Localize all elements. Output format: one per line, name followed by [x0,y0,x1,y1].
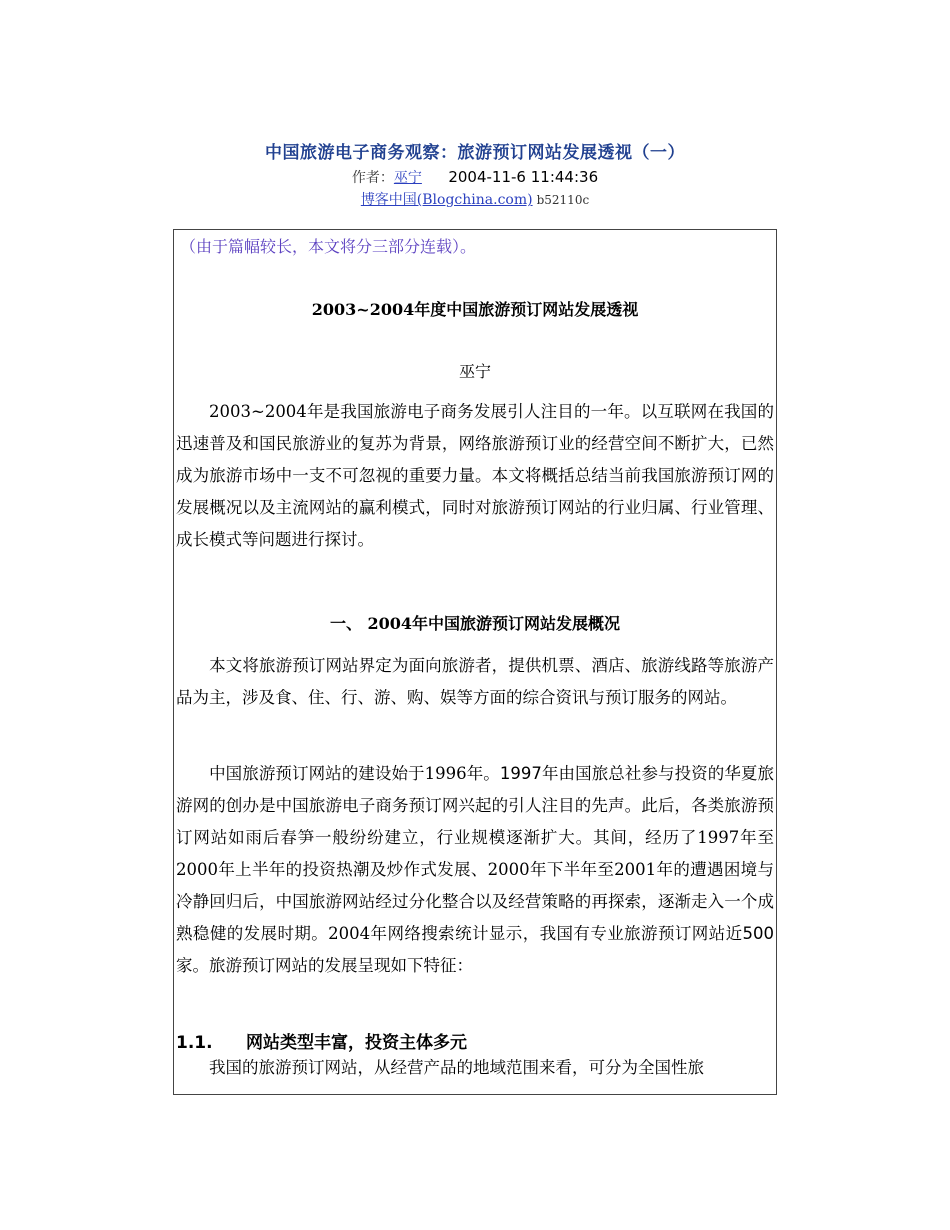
section-heading: 一、 2004年中国旅游预订网站发展概况 [329,614,621,633]
byline [0,167,950,187]
subsection-number: 1.1. [176,1033,213,1053]
publish-date: 2004-11-6 11:44:36 [448,168,599,186]
paragraph-definition-text: 本文将旅游预订网站界定为面向旅游者，提供机票、酒店、旅游线路等旅游产品为主，涉及食、住、行、游、购、娱等方面的综合资讯与预订服务的网站。 [176,656,774,707]
author-link[interactable]: 巫宁 [393,170,422,186]
serial-note: （由于篇幅较长，本文将分三部分连载）。 [180,237,477,256]
source-link[interactable]: 博客中国(Blogchina.com) [360,192,533,208]
source-line [0,189,950,209]
paragraph-intro-text: 2003~2004年是我国旅游电子商务发展引人注目的一年。以互联网在我国的迅速普及和国民旅游业的复苏为背景，网络旅游预订业的经营空间不断扩大，已然成为旅游市场中一支不可忽视的重要力量。本文将概括总结当前我国旅游预订网的发展概况以及主流网站的赢利模式，同时对旅游预订网站的行业归属、行业管理、成长模式等问题进行探讨。 [176,402,774,549]
article-body [173,229,777,1095]
author-label: 作者： [351,170,394,186]
year-1997: 1997 [499,764,542,783]
paragraph-history [176,758,774,982]
paragraph-history-text-e: 家。旅游预订网站的发展呈现如下特征： [176,956,473,975]
paragraph-intro [176,396,774,556]
article-title: 中国旅游电子商务观察：旅游预订网站发展透视（一） [265,143,685,163]
subsection-title: 网站类型丰富，投资主体多元 [246,1033,467,1053]
count-500: 500 [742,924,774,943]
article-author: 巫宁 [458,362,491,381]
source-code: b52110c [536,193,590,207]
paragraph-types-text: 我国的旅游预订网站，从经营产品的地域范围来看，可分为全国性旅 [209,1058,704,1077]
paragraph-history-text-a: 中国旅游预订网站的建设始于1996年。 [209,764,500,783]
paragraph-types [176,1052,774,1084]
paragraph-history-text-c: 年由国旅总社参与投资的华夏旅游网的创办是中国旅游电子商务预订网兴起的引人注目的先声。此后，各类旅游预订网站如雨后春笋一般纷纷建立，行业规模逐渐扩大。其间，经历了1997年至2000年上半年的投资热潮及炒作式发展、2000年下半年至2001年的遭遇困境与冷静回归后，中国旅游网站经过分化整合以及经营策略的再探索，逐渐走入一个成熟稳健的发展时期。2004年网络搜索统计显示，我国有专业旅游预订网站近 [176,764,775,943]
paragraph-definition [176,650,774,714]
subsection-heading [176,1028,467,1053]
main-heading: 2003~2004年度中国旅游预订网站发展透视 [311,300,639,319]
